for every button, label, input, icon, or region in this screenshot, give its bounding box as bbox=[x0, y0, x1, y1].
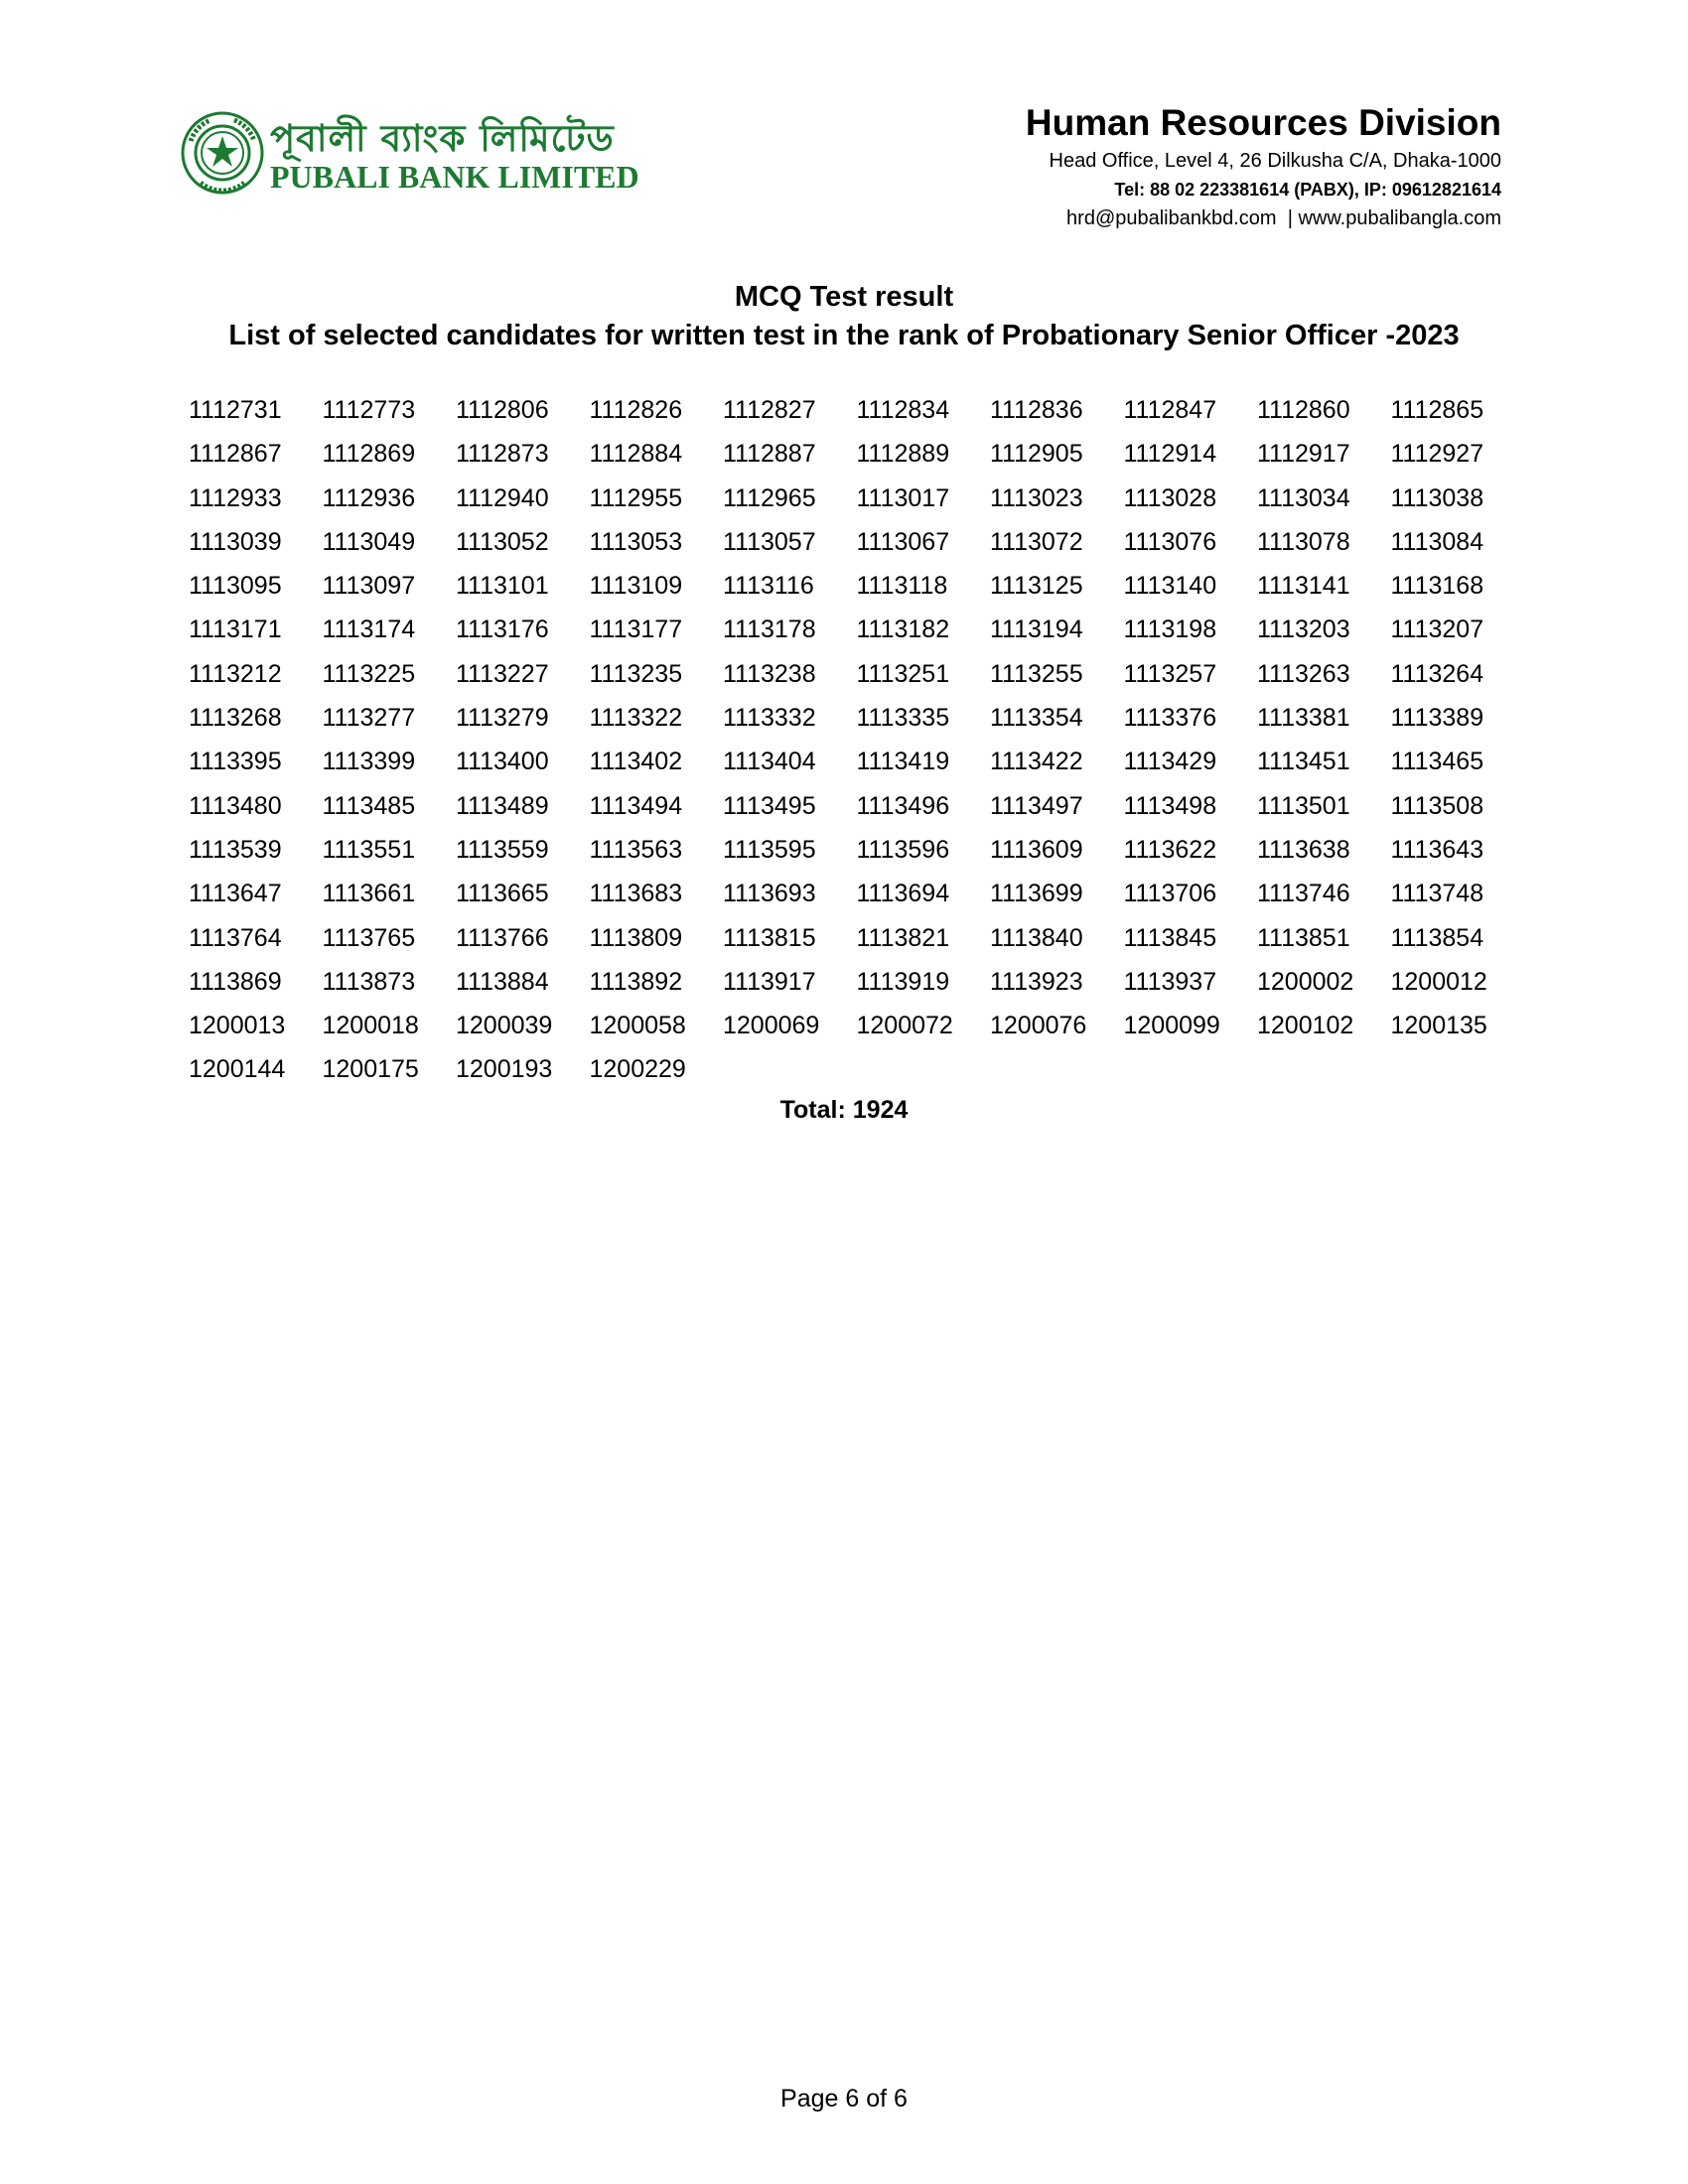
roll-number: 1113451 bbox=[1257, 748, 1350, 776]
roll-number: 1113622 bbox=[1123, 835, 1217, 864]
roll-number: 1113539 bbox=[189, 835, 282, 864]
roll-number: 1112731 bbox=[189, 396, 282, 424]
roll-number: 1113402 bbox=[589, 748, 683, 776]
roll-number: 1113937 bbox=[1123, 967, 1217, 996]
roll-number: 1113395 bbox=[189, 748, 282, 776]
roll-number: 1113854 bbox=[1390, 923, 1484, 952]
roll-number: 1113084 bbox=[1390, 527, 1484, 556]
roll-number: 1112869 bbox=[322, 440, 416, 469]
roll-number: 1113495 bbox=[723, 791, 816, 820]
total-count: Total: 1924 bbox=[779, 1096, 909, 1124]
roll-number: 1112927 bbox=[1390, 440, 1484, 469]
page-number: Page 6 of 6 bbox=[780, 2085, 908, 2113]
letterhead-contact bbox=[1026, 99, 1501, 233]
roll-number: 1113354 bbox=[990, 704, 1083, 733]
roll-number: 1113609 bbox=[990, 835, 1083, 864]
roll-number: 1113748 bbox=[1390, 880, 1484, 908]
logo-bengali-text: পূবালী ব্যাংক লিমিটেড bbox=[270, 116, 615, 160]
roll-number: 1113465 bbox=[1390, 748, 1484, 776]
roll-number: 1113023 bbox=[990, 483, 1083, 512]
roll-number: 1113376 bbox=[1123, 704, 1217, 733]
roll-number: 1112887 bbox=[723, 440, 816, 469]
roll-number: 1200175 bbox=[322, 1055, 419, 1084]
roll-number: 1112827 bbox=[723, 396, 816, 424]
roll-number: 1113693 bbox=[723, 880, 816, 908]
roll-number: 1200018 bbox=[322, 1012, 419, 1040]
roll-number: 1113174 bbox=[322, 615, 416, 644]
roll-number: 1113496 bbox=[856, 791, 950, 820]
roll-number: 1112860 bbox=[1257, 396, 1350, 424]
roll-number: 1113118 bbox=[856, 572, 948, 601]
telephone-line: Tel: 88 02 223381614 (PABX), IP: 09612821614 bbox=[1114, 180, 1501, 200]
roll-number: 1200144 bbox=[189, 1055, 286, 1084]
roll-number: 1112847 bbox=[1123, 396, 1217, 424]
roll-number: 1113168 bbox=[1390, 572, 1484, 601]
roll-number: 1113052 bbox=[456, 527, 549, 556]
roll-number: 1113699 bbox=[990, 880, 1083, 908]
roll-number: 1113322 bbox=[589, 704, 683, 733]
roll-number: 1113227 bbox=[456, 659, 549, 688]
roll-number: 1113097 bbox=[322, 572, 416, 601]
roll-number: 1113694 bbox=[856, 880, 950, 908]
roll-number: 1113225 bbox=[322, 659, 416, 688]
roll-number: 1113212 bbox=[189, 659, 282, 688]
roll-number: 1113076 bbox=[1123, 527, 1217, 556]
roll-number: 1113049 bbox=[322, 527, 416, 556]
roll-number: 1113764 bbox=[189, 923, 282, 952]
roll-number: 1200012 bbox=[1390, 967, 1487, 996]
roll-number: 1113840 bbox=[990, 923, 1083, 952]
roll-number: 1112826 bbox=[589, 396, 683, 424]
roll-number: 1113171 bbox=[189, 615, 282, 644]
roll-number: 1113177 bbox=[589, 615, 683, 644]
roll-number: 1112889 bbox=[856, 440, 950, 469]
roll-number: 1113116 bbox=[723, 572, 814, 601]
division-title: Human Resources Division bbox=[1025, 102, 1501, 143]
roll-number: 1113765 bbox=[322, 923, 416, 952]
roll-number: 1113125 bbox=[990, 572, 1083, 601]
roll-number: 1112933 bbox=[189, 483, 282, 512]
roll-number: 1113404 bbox=[723, 748, 816, 776]
roll-number: 1113595 bbox=[723, 835, 816, 864]
roll-number: 1113638 bbox=[1257, 835, 1350, 864]
roll-number: 1113422 bbox=[990, 748, 1083, 776]
roll-number: 1113141 bbox=[1257, 572, 1350, 601]
roll-number: 1200193 bbox=[456, 1055, 553, 1084]
roll-number: 1113235 bbox=[589, 659, 683, 688]
roll-number: 1200135 bbox=[1390, 1012, 1487, 1040]
roll-number: 1113851 bbox=[1257, 923, 1350, 952]
roll-number: 1200039 bbox=[456, 1012, 553, 1040]
roll-number: 1112940 bbox=[456, 483, 549, 512]
office-address: Head Office, Level 4, 26 Dilkusha C/A, Dhaka-1000 bbox=[1049, 150, 1501, 172]
roll-number: 1112834 bbox=[856, 396, 950, 424]
roll-number: 1113498 bbox=[1123, 791, 1217, 820]
roll-number: 1113203 bbox=[1257, 615, 1350, 644]
logo-english-text: PUBALI BANK LIMITED bbox=[270, 159, 639, 195]
bank-emblem-icon bbox=[181, 111, 264, 195]
roll-number: 1113643 bbox=[1390, 835, 1484, 864]
roll-number: 1113038 bbox=[1390, 483, 1484, 512]
roll-number: 1113277 bbox=[322, 704, 416, 733]
roll-number: 1113419 bbox=[856, 748, 950, 776]
roll-number: 1113264 bbox=[1390, 659, 1484, 688]
roll-number: 1113923 bbox=[990, 967, 1083, 996]
roll-number: 1113596 bbox=[856, 835, 950, 864]
roll-number: 1113381 bbox=[1257, 704, 1350, 733]
roll-number: 1113251 bbox=[856, 659, 950, 688]
roll-number: 1113399 bbox=[322, 748, 416, 776]
roll-number: 1113494 bbox=[589, 791, 683, 820]
page-title: MCQ Test result bbox=[734, 281, 954, 313]
roll-number: 1113034 bbox=[1257, 483, 1350, 512]
roll-number: 1113766 bbox=[456, 923, 549, 952]
roll-number: 1200002 bbox=[1257, 967, 1354, 996]
roll-number: 1113815 bbox=[723, 923, 816, 952]
roll-number: 1112905 bbox=[990, 440, 1083, 469]
roll-number: 1113683 bbox=[589, 880, 683, 908]
roll-number: 1113501 bbox=[1257, 791, 1350, 820]
roll-number: 1200099 bbox=[1123, 1012, 1220, 1040]
roll-number: 1112936 bbox=[322, 483, 416, 512]
roll-number: 1113279 bbox=[456, 704, 549, 733]
roll-number: 1112773 bbox=[322, 396, 416, 424]
roll-number: 1200072 bbox=[856, 1012, 953, 1040]
bank-logo bbox=[181, 107, 637, 197]
roll-number: 1113263 bbox=[1257, 659, 1350, 688]
roll-number: 1113892 bbox=[589, 967, 683, 996]
roll-number: 1113821 bbox=[856, 923, 950, 952]
roll-number-list bbox=[189, 393, 1524, 1097]
roll-number: 1112965 bbox=[723, 483, 816, 512]
roll-number: 1113497 bbox=[990, 791, 1083, 820]
roll-number: 1113746 bbox=[1257, 880, 1350, 908]
roll-number: 1112865 bbox=[1390, 396, 1484, 424]
roll-number: 1113809 bbox=[589, 923, 683, 952]
roll-number: 1113389 bbox=[1390, 704, 1484, 733]
roll-number: 1113207 bbox=[1390, 615, 1484, 644]
roll-number: 1113869 bbox=[189, 967, 282, 996]
roll-number: 1113194 bbox=[990, 615, 1083, 644]
roll-number: 1113480 bbox=[189, 791, 282, 820]
roll-number: 1113917 bbox=[723, 967, 816, 996]
roll-number: 1113485 bbox=[322, 791, 416, 820]
roll-number: 1200013 bbox=[189, 1012, 286, 1040]
email-website-line: hrd@pubalibankbd.com | www.pubalibangla.com bbox=[1066, 207, 1501, 229]
roll-number: 1200229 bbox=[589, 1055, 686, 1084]
roll-number: 1113551 bbox=[322, 835, 416, 864]
roll-number: 1200069 bbox=[723, 1012, 820, 1040]
roll-number: 1113178 bbox=[723, 615, 816, 644]
roll-number: 1113078 bbox=[1257, 527, 1350, 556]
roll-number: 1200076 bbox=[990, 1012, 1087, 1040]
roll-number: 1113039 bbox=[189, 527, 282, 556]
page-subtitle: List of selected candidates for written test in the rank of Probationary Senior Officer -2023 bbox=[228, 320, 1460, 351]
roll-number: 1113335 bbox=[856, 704, 950, 733]
roll-number: 1113332 bbox=[723, 704, 816, 733]
roll-number: 1113884 bbox=[456, 967, 549, 996]
roll-number: 1113095 bbox=[189, 572, 282, 601]
roll-number: 1200102 bbox=[1257, 1012, 1354, 1040]
roll-number: 1113017 bbox=[856, 483, 950, 512]
roll-number: 1113845 bbox=[1123, 923, 1217, 952]
roll-number: 1113268 bbox=[189, 704, 282, 733]
roll-number: 1112955 bbox=[589, 483, 683, 512]
roll-number: 1113563 bbox=[589, 835, 683, 864]
roll-number: 1112873 bbox=[456, 440, 549, 469]
roll-number: 1113919 bbox=[856, 967, 950, 996]
roll-number: 1113067 bbox=[856, 527, 950, 556]
roll-number: 1112884 bbox=[589, 440, 683, 469]
roll-number: 1113661 bbox=[322, 880, 416, 908]
roll-number: 1113255 bbox=[990, 659, 1083, 688]
roll-number: 1113057 bbox=[723, 527, 816, 556]
roll-number: 1113109 bbox=[589, 572, 683, 601]
roll-number: 1113053 bbox=[589, 527, 683, 556]
roll-number: 1113400 bbox=[456, 748, 549, 776]
roll-number: 1113140 bbox=[1123, 572, 1217, 601]
roll-number: 1113665 bbox=[456, 880, 549, 908]
roll-number: 1113559 bbox=[456, 835, 549, 864]
roll-number: 1113182 bbox=[856, 615, 950, 644]
roll-number: 1113706 bbox=[1123, 880, 1217, 908]
roll-number: 1112917 bbox=[1257, 440, 1350, 469]
roll-number: 1113176 bbox=[456, 615, 549, 644]
roll-number: 1112867 bbox=[189, 440, 282, 469]
roll-number: 1113647 bbox=[189, 880, 282, 908]
roll-number: 1112836 bbox=[990, 396, 1083, 424]
roll-number: 1113508 bbox=[1390, 791, 1484, 820]
roll-number: 1113101 bbox=[456, 572, 549, 601]
roll-number: 1113072 bbox=[990, 527, 1083, 556]
roll-number: 1113489 bbox=[456, 791, 549, 820]
roll-number: 1113873 bbox=[322, 967, 416, 996]
roll-number: 1113028 bbox=[1123, 483, 1217, 512]
roll-number: 1113238 bbox=[723, 659, 816, 688]
roll-number: 1113429 bbox=[1123, 748, 1217, 776]
roll-number: 1112914 bbox=[1123, 440, 1217, 469]
roll-number: 1112806 bbox=[456, 396, 549, 424]
roll-number: 1113257 bbox=[1123, 659, 1217, 688]
roll-number: 1113198 bbox=[1123, 615, 1217, 644]
roll-number: 1200058 bbox=[589, 1012, 686, 1040]
